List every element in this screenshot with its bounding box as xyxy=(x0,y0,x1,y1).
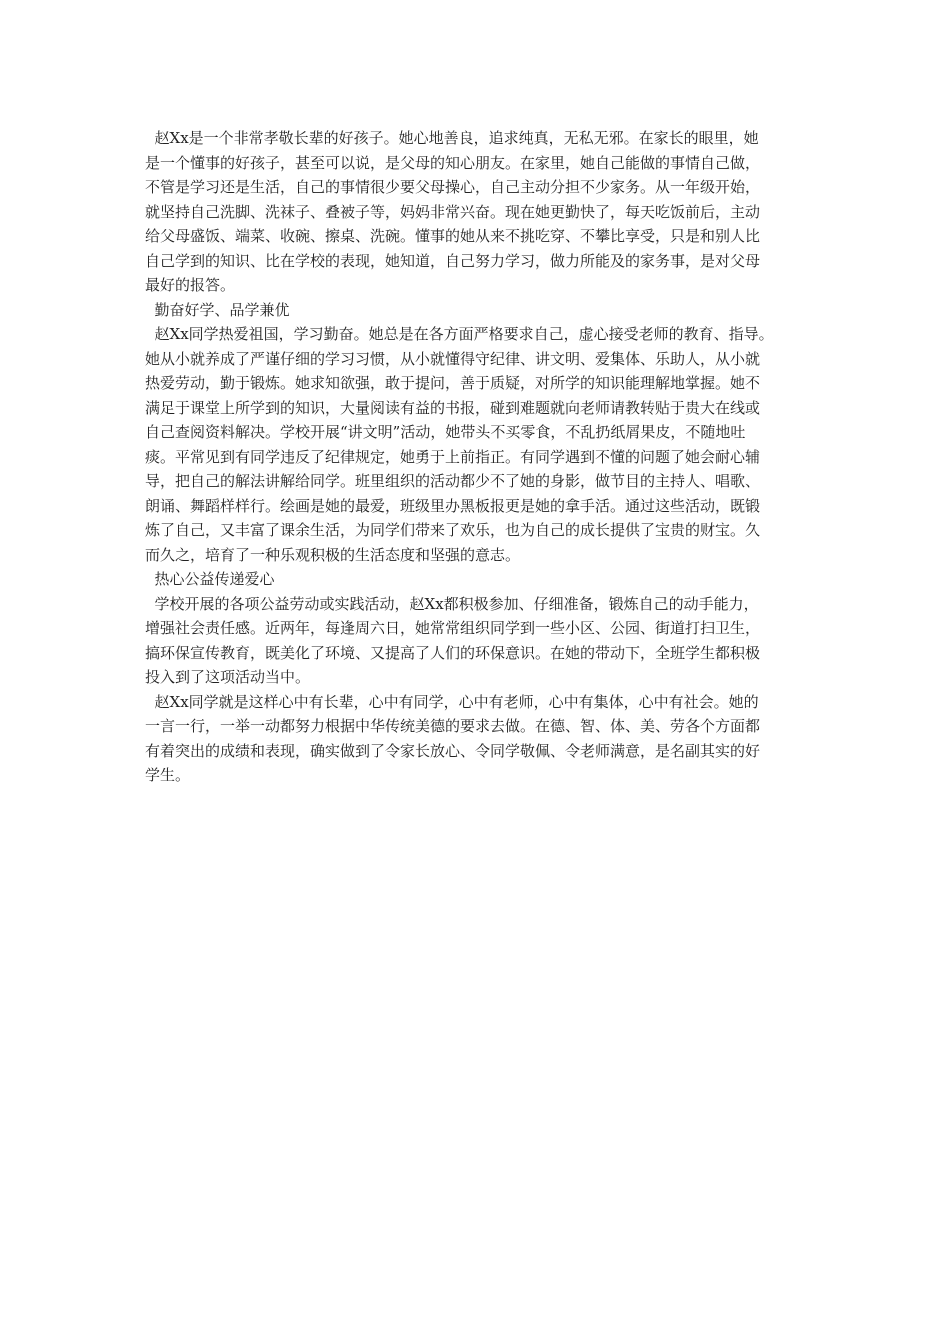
text-line: 一言一行，一举一动都努力根据中华传统美德的要求去做。在德、智、体、美、劳各个方面都 xyxy=(145,717,761,735)
text-line: 学校开展的各项公益劳动或实践活动，赵Xx都积极参加、仔细准备，锻炼自己的动手能力， xyxy=(145,594,759,613)
text-line: 痰。平常见到有同学违反了纪律规定，她勇于上前指正。有同学遇到不懂的问题了她会耐心辅 xyxy=(145,447,761,466)
text-line: 最好的报答。 xyxy=(145,276,236,294)
section-heading: 热心公益传递爱心 xyxy=(145,570,275,588)
section-heading: 勤奋好学、品学兼优 xyxy=(145,300,290,319)
text-line: 是一个懂事的好孩子，甚至可以说，是父母的知心朋友。在家里，她自己能做的事情自己做， xyxy=(145,153,761,172)
text-line: 朗诵、舞蹈样样行。绘画是她的最爱，班级里办黑板报更是她的拿手活。通过这些活动，既锻 xyxy=(145,496,761,515)
text-line: 自己查阅资料解决。学校开展“讲文明”活动，她带头不买零食，不乱扔纸屑果皮，不随地吐 xyxy=(145,423,746,441)
text-line: 不管是学习还是生活，自己的事情很少要父母操心，自己主动分担不少家务。从一年级开始， xyxy=(145,178,761,196)
text-line: 炼了自己，又丰富了课余生活，为同学们带来了欢乐，也为自己的成长提供了宝贵的财宝。久 xyxy=(145,521,761,539)
text-line: 她从小就养成了严谨仔细的学习习惯，从小就懂得守纪律、讲文明、爱集体、乐助人，从小就 xyxy=(145,349,761,368)
text-line: 有着突出的成绩和表现，确实做到了令家长放心、令同学敬佩、令老师满意，是名副其实的好 xyxy=(145,741,761,760)
document-body xyxy=(145,126,815,788)
text-line: 给父母盛饭、端菜、收碗、擦桌、洗碗。懂事的她从来不挑吃穿、不攀比享受，只是和别人比 xyxy=(145,227,761,245)
text-line: 投入到了这项活动当中。 xyxy=(145,668,311,686)
text-line: 导，把自己的解法讲解给同学。班里组织的活动都少不了她的身影，做节目的主持人、唱歌、 xyxy=(145,472,761,490)
text-line: 赵Xx是一个非常孝敬长辈的好孩子。她心地善良，追求纯真，无私无邪。在家长的眼里，她 xyxy=(145,129,759,147)
text-line: 搞环保宣传教育，既美化了环境、又提高了人们的环保意识。在她的带动下，全班学生都积极 xyxy=(145,643,761,662)
text-line: 就坚持自己洗脚、洗袜子、叠被子等，妈妈非常兴奋。现在她更勤快了，每天吃饭前后，主动 xyxy=(145,202,761,221)
text-line: 自己学到的知识、比在学校的表现，她知道，自己努力学习，做力所能及的家务事，是对父母 xyxy=(145,251,761,270)
text-line: 赵Xx同学就是这样心中有长辈，心中有同学，心中有老师，心中有集体，心中有社会。她的 xyxy=(145,692,759,711)
text-line: 而久之，培育了一种乐观积极的生活态度和坚强的意志。 xyxy=(145,545,521,564)
text-line: 赵Xx同学热爱祖国，学习勤奋。她总是在各方面严格要求自己，虚心接受老师的教育、指导。 xyxy=(145,325,774,343)
text-line: 学生。 xyxy=(145,766,191,784)
text-line: 热爱劳动，勤于锻炼。她求知欲强，敢于提问，善于质疑，对所学的知识能理解地掌握。她不 xyxy=(145,374,761,392)
text-line: 满足于课堂上所学到的知识，大量阅读有益的书报，碰到难题就向老师请教转贴于贵大在线或 xyxy=(145,398,761,417)
text-line: 增强社会责任感。近两年，每逢周六日，她常常组织同学到一些小区、公园、街道打扫卫生， xyxy=(145,619,761,637)
